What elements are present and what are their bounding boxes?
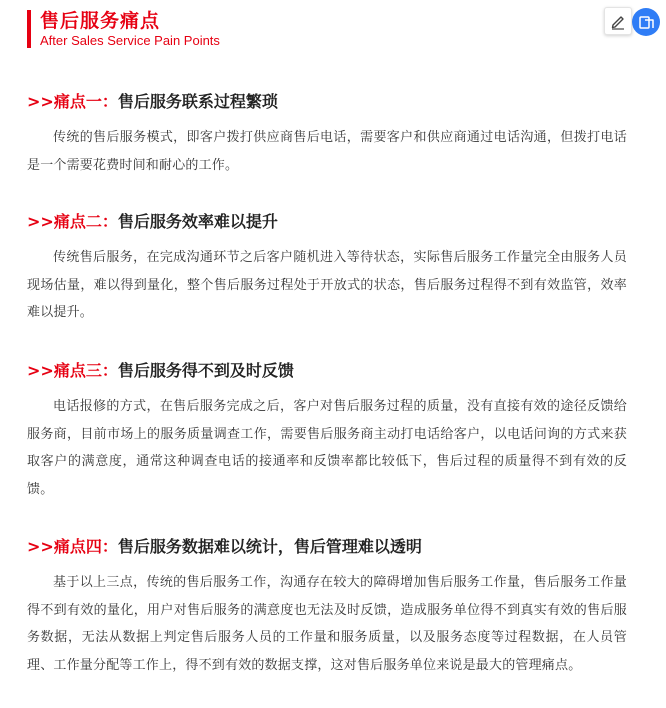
pencil-icon — [605, 8, 631, 34]
share-button[interactable] — [632, 8, 660, 36]
section-body: 电话报修的方式，在售后服务完成之后，客户对售后服务过程的质量，没有直接有效的途径反馈给服务商，目前市场上的服务质量调查工作，需要售后服务商主动打电话给客户，以电话问询的方式来获取客户的满意度，通常这种调查电话的接通率和反馈率都比较低下，售后过程的质量得不到有效的反馈。 — [27, 399, 627, 497]
pain-point-2 — [27, 211, 627, 327]
page-title: 售后服务痛点 — [40, 10, 161, 32]
floating-toolbar — [604, 5, 662, 39]
page-subtitle: After Sales Service Pain Points — [40, 33, 220, 48]
section-body: 传统的售后服务模式，即客户拨打供应商售后电话，需要客户和供应商通过电话沟通，但拨打电话是一个需要花费时间和耐心的工作。 — [27, 130, 627, 173]
section-title: 售后服务联系过程繁琐 — [117, 92, 278, 111]
pain-point-1 — [27, 91, 627, 179]
section-title: 售后服务得不到及时反馈 — [117, 361, 294, 380]
section-heading — [27, 91, 627, 113]
pain-point-3 — [27, 360, 627, 503]
pain-point-4 — [27, 536, 627, 679]
section-prefix: >>痛点三： — [27, 361, 118, 380]
section-heading — [27, 211, 627, 233]
section-prefix: >>痛点四： — [27, 537, 118, 556]
share-icon — [632, 8, 660, 36]
section-body: 传统售后服务，在完成沟通环节之后客户随机进入等待状态，实际售后服务工作量完全由服务人员现场估量，难以得到量化，整个售后服务过程处于开放式的状态，售后服务过程得不到有效监管，效率难以提升。 — [27, 250, 627, 320]
section-title: 售后服务数据难以统计，售后管理难以透明 — [117, 537, 422, 556]
section-prefix: >>痛点一： — [27, 92, 118, 111]
section-body: 基于以上三点，传统的售后服务工作，沟通存在较大的障碍增加售后服务工作量，售后服务工作量得不到有效的量化，用户对售后服务的满意度也无法及时反馈，造成服务单位得不到真实有效的售后服务数据，无法从数据上判定售后服务人员的工作量和服务质量，以及服务态度等过程数据，在人员管理、工作量分配等工作上，得不到有效的数据支撑，这对售后服务单位来说是最大的管理痛点。 — [27, 575, 627, 673]
section-heading — [27, 360, 627, 382]
section-prefix: >>痛点二： — [27, 212, 118, 231]
section-title: 售后服务效率难以提升 — [117, 212, 278, 231]
edit-button[interactable] — [604, 7, 632, 35]
section-heading — [27, 536, 627, 558]
page-header — [27, 10, 220, 48]
